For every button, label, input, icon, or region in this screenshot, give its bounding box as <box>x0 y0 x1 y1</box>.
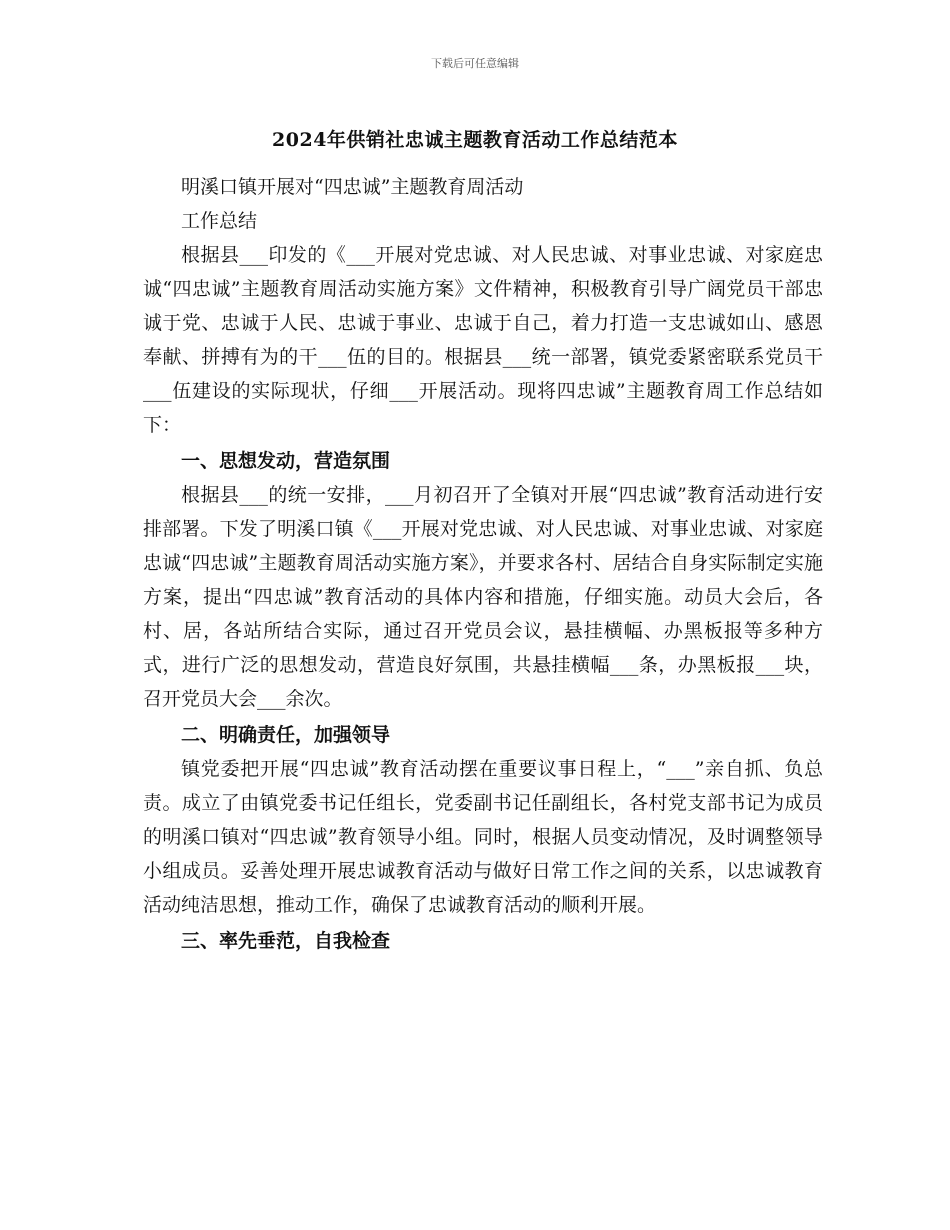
paragraph: 镇党委把开展“四忠诚”教育活动摆在重要议事日程上，“___”亲自抓、负总责。成立了由镇党委书记任组长，党委副书记任副组长，各村党支部书记为成员的明溪口镇对“四忠诚”教育领导小组。同时，根据人员变动情况，及时调整领导小组成员。妥善处理开展忠诚教育活动与做好日常工作之间的关系，以忠诚教育活动纯洁思想，推动工作，确保了忠诚教育活动的顺利开展。 <box>143 758 823 916</box>
paragraph: 明溪口镇开展对“四忠诚”主题教育周活动 <box>181 176 524 198</box>
document-body <box>143 170 823 958</box>
document-title: 2024年供销社忠诚主题教育活动工作总结范本 <box>272 129 678 151</box>
header-note: 下载后可任意编辑 <box>431 57 519 70</box>
section-heading: 一、思想发动，营造氛围 <box>181 450 391 472</box>
paragraph: 根据县___印发的《___开展对党忠诚、对人民忠诚、对事业忠诚、对家庭忠诚“四忠诚”主题教育周活动实施方案》文件精神，积极教育引导广阔党员干部忠诚于党、忠诚于人民、忠诚于事业、忠诚于自己，着力打造一支忠诚如山、感恩奉献、拼搏有为的干___伍的目的。根据县___统一部署，镇党委紧密联系党员干___伍建设的实际现状，仔细___开展活动。现将四忠诚”主题教育周工作总结如下： <box>143 244 823 436</box>
paragraph: 工作总结 <box>181 210 258 232</box>
section-heading: 二、明确责任，加强领导 <box>181 724 391 746</box>
paragraph: 根据县___的统一安排，___月初召开了全镇对开展“四忠诚”教育活动进行安排部署。下发了明溪口镇《___开展对党忠诚、对人民忠诚、对事业忠诚、对家庭忠诚“四忠诚”主题教育周活动实施方案》，并要求各村、居结合自身实际制定实施方案，提出“四忠诚”教育活动的具体内容和措施，仔细实施。动员大会后，各村、居，各站所结合实际，通过召开党员会议，悬挂横幅、办黑板报等多种方式，进行广泛的思想发动，营造良好氛围，共悬挂横幅___条，办黑板报___块，召开党员大会___余次。 <box>143 484 823 710</box>
section-heading: 三、率先垂范，自我检查 <box>181 930 391 952</box>
